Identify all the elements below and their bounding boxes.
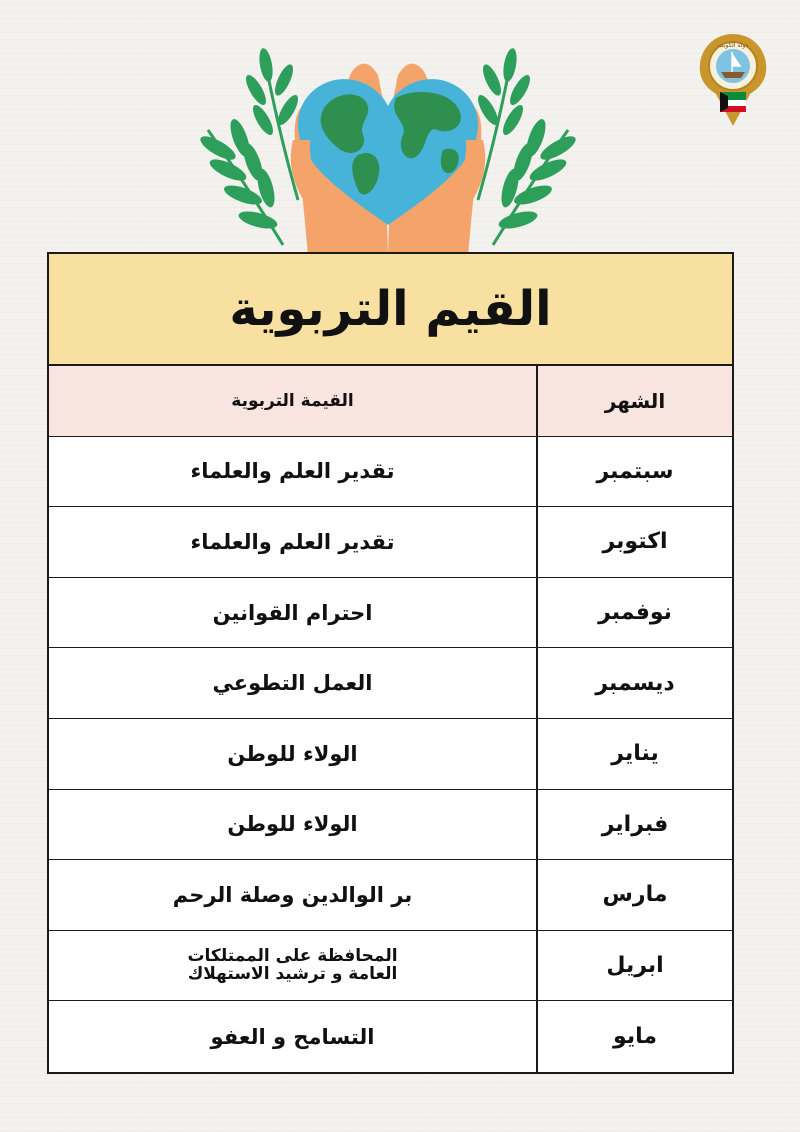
table-row [49, 860, 732, 931]
value-cell: تقدير العلم والعلماء [190, 529, 395, 554]
table-row [49, 790, 732, 861]
value-cell: الولاء للوطن [227, 812, 358, 837]
month-cell: فبراير [536, 790, 732, 860]
month-cell: ابريل [536, 931, 732, 1001]
left-leaf-branch-icon [197, 47, 302, 245]
kuwait-emblem-icon [694, 30, 772, 130]
month-cell: مايو [536, 1001, 732, 1072]
table-row [49, 437, 732, 508]
month-cell: اكتوبر [536, 507, 732, 577]
table-row [49, 507, 732, 578]
value-cell: الولاء للوطن [227, 741, 358, 766]
right-leaf-branch-icon [474, 47, 579, 245]
value-cell: المحافظة على الممتلكات العامة و ترشيد الاستهلاك [187, 945, 398, 984]
value-cell: بر الوالدين وصلة الرحم [172, 882, 413, 907]
column-header-month: الشهر [536, 366, 732, 436]
table-row [49, 648, 732, 719]
hands-holding-heart-globe-icon [188, 30, 588, 255]
month-cell: نوفمبر [536, 578, 732, 648]
page-title: القيم التربوية [229, 281, 552, 337]
table-row [49, 931, 732, 1002]
emblem-caption: دولة الكويت [718, 42, 748, 49]
value-cell: التسامح و العفو [210, 1024, 375, 1049]
month-cell: ديسمبر [536, 648, 732, 718]
value-cell: احترام القوانين [212, 600, 373, 625]
title-band [49, 254, 732, 366]
month-cell: يناير [536, 719, 732, 789]
table-row [49, 1001, 732, 1072]
table-row [49, 578, 732, 649]
table-row [49, 719, 732, 790]
column-header-value: القيمة التربوية [231, 390, 354, 411]
table-header-row [49, 366, 732, 437]
month-cell: سبتمبر [536, 437, 732, 507]
value-cell: تقدير العلم والعلماء [190, 459, 395, 484]
month-cell: مارس [536, 860, 732, 930]
values-table [47, 252, 734, 1074]
value-cell: العمل التطوعي [212, 671, 373, 696]
